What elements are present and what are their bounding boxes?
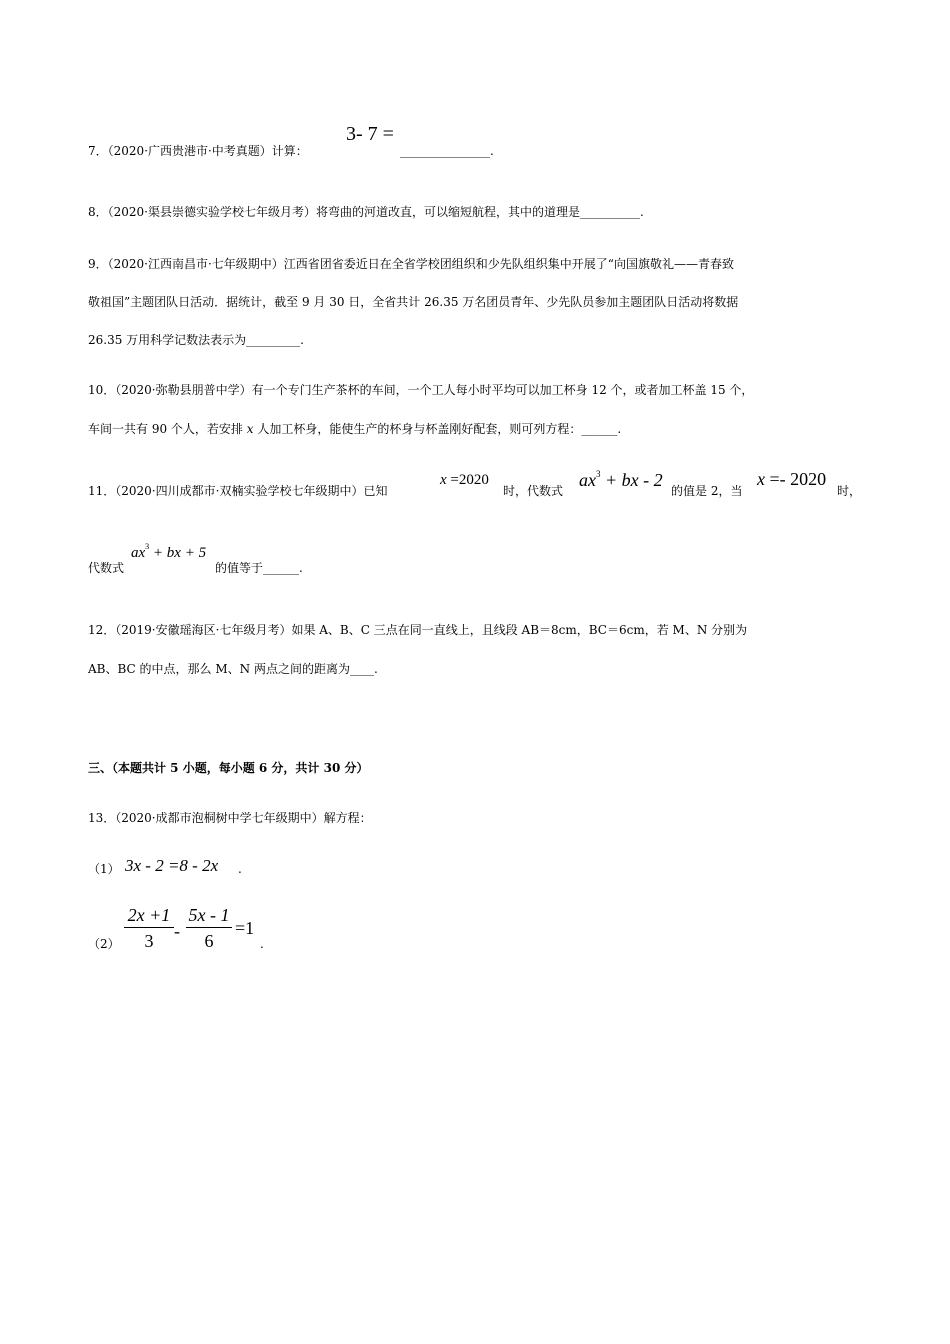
q10-variable-x: x bbox=[246, 422, 254, 436]
q13-part-1-label: （1） bbox=[88, 862, 120, 876]
q11-condition-2: x =- 2020 bbox=[757, 469, 827, 489]
q13-part-2-end: . bbox=[260, 937, 264, 951]
q7-answer-blank: _______________. bbox=[400, 144, 494, 158]
fraction-2-denominator: 6 bbox=[204, 931, 214, 951]
question-12-line-1: 12．（2019·安徽瑶海区·七年级月考）如果 A、B、C 三点在同一直线上，且线段 AB＝8cm，BC＝6cm，若 M、N 分别为 bbox=[88, 623, 748, 637]
q11-expression-2: $ax^3$ + bx + 5 bbox=[131, 542, 207, 561]
section-3-title: 三、（本题共计 5 小题，每小题 6 分，共计 30 分） bbox=[88, 761, 369, 775]
q13-fraction-2 bbox=[186, 906, 232, 950]
q7-prefix: 7．（2020·广西贵港市·中考真题）计算： bbox=[88, 144, 308, 158]
fraction-1-denominator: 3 bbox=[144, 931, 154, 951]
question-8: 8．（2020·渠县崇德实验学校七年级月考）将弯曲的河道改直，可以缩短航程，其中的道理是__________. bbox=[88, 205, 644, 219]
q11-end-text: 时， bbox=[837, 484, 862, 498]
question-12-line-2: AB、BC 的中点，那么 M、N 两点之间的距离为____. bbox=[88, 662, 378, 676]
q13-part-1-end: . bbox=[238, 862, 242, 876]
question-9-line-3: 26.35 万用科学记数法表示为_________. bbox=[88, 333, 304, 347]
q13-minus-sign: - bbox=[174, 921, 180, 941]
fraction-1-numerator: 2x +1 bbox=[127, 905, 171, 925]
question-11-prefix: 11．（2020·四川成都市·双楠实验学校七年级期中）已知 bbox=[88, 484, 388, 498]
q11-line-2-prefix: 代数式 bbox=[88, 561, 125, 575]
q13-rhs: =1 bbox=[235, 918, 255, 938]
q7-expression: 3- 7 = bbox=[346, 123, 394, 145]
q11-expression-1: $ax^3$ + bx - 2 bbox=[579, 469, 663, 490]
q13-part-1-equation: 3x - 2 =8 - 2x bbox=[125, 856, 219, 875]
fraction-2-numerator: 5x - 1 bbox=[188, 905, 230, 925]
q11-mid-text-1: 时，代数式 bbox=[503, 484, 564, 498]
question-7 bbox=[88, 143, 308, 159]
question-9-line-2: 敬祖国”主题团队日活动．据统计，截至 9 月 30 日，全省共计 26.35 万名团员青年、少先队员参加主题团队日活动将数据 bbox=[88, 295, 739, 309]
question-10-line-2: 车间一共有 90 个人，若安排 x 人加工杯身，能使生产的杯身与杯盖刚好配套，则可列方程：______. bbox=[88, 422, 622, 436]
question-13: 13．（2020·成都市泡桐树中学七年级期中）解方程： bbox=[88, 811, 372, 825]
question-9-line-1: 9．（2020·江西南昌市·七年级期中）江西省团省委近日在全省学校团组织和少先队组织集中开展了“向国旗敬礼——青春致 bbox=[88, 257, 734, 271]
q13-part-2-label: （2） bbox=[88, 937, 120, 951]
q11-mid-text-2: 的值是 2，当 bbox=[671, 484, 743, 498]
q13-fraction-1 bbox=[124, 906, 174, 950]
q11-line-2-suffix: 的值等于______. bbox=[215, 561, 303, 575]
question-10-line-1: 10．（2020·弥勒县朋普中学）有一个专门生产茶杯的车间，一个工人每小时平均可以加工杯身 12 个，或者加工杯盖 15 个， bbox=[88, 383, 754, 397]
q11-condition-1: x =2020 bbox=[440, 472, 489, 488]
